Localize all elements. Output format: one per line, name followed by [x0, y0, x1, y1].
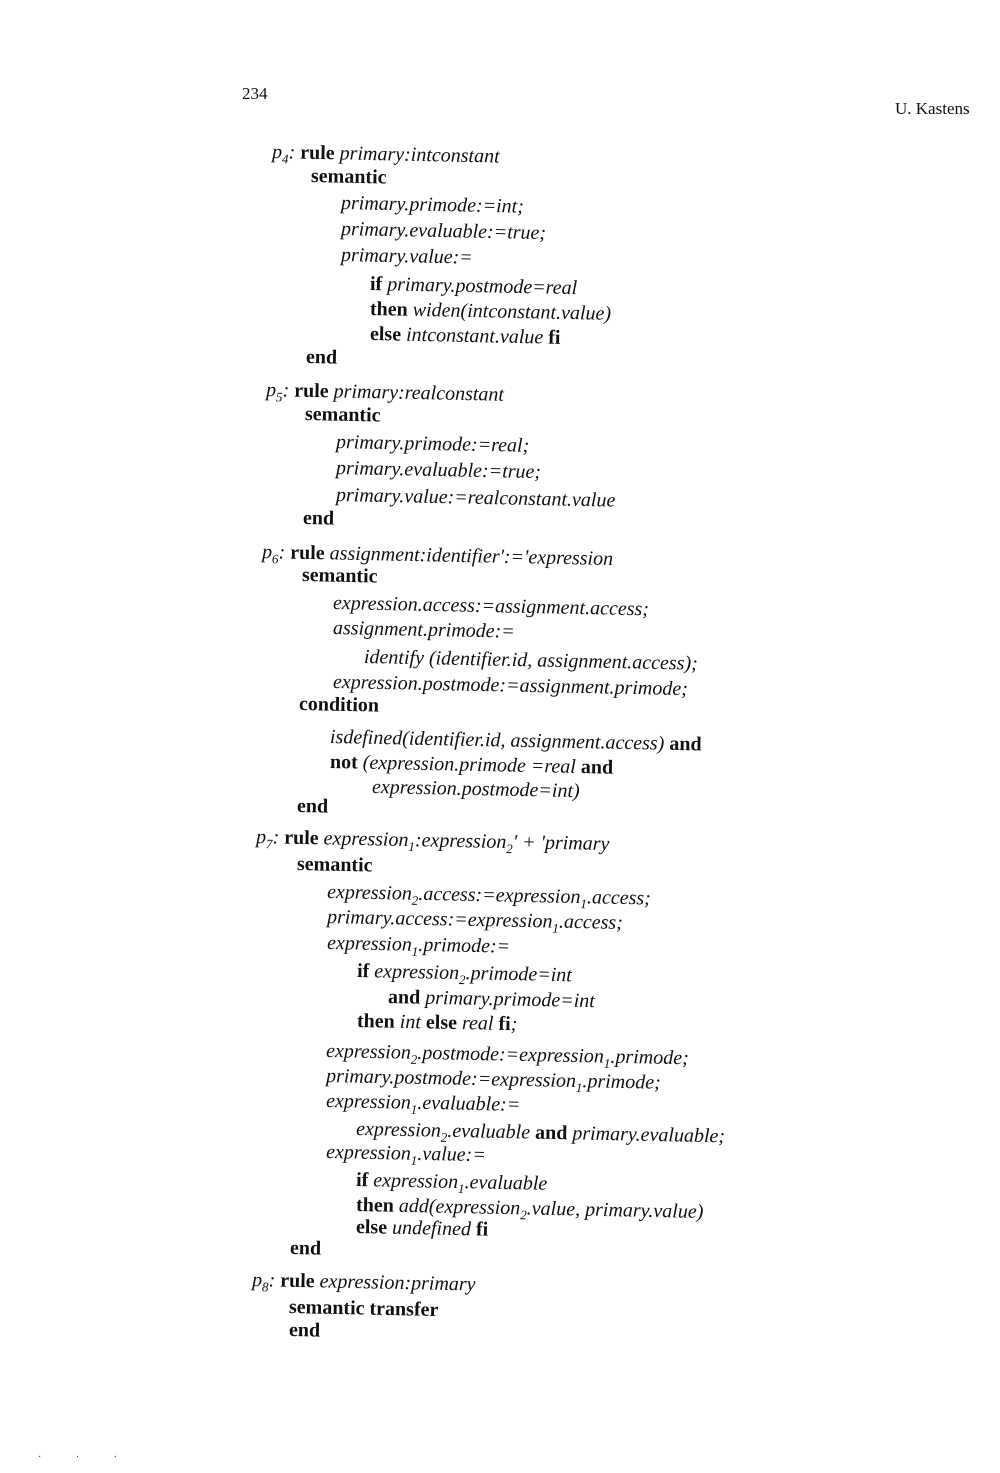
subscript: 1 [410, 1152, 418, 1168]
subscript: 7 [265, 836, 273, 852]
keyword: then [356, 1010, 401, 1033]
keyword: rule [284, 826, 324, 850]
rule-body-line [302, 563, 378, 589]
code-text: expression [325, 1090, 412, 1114]
code-text: add(expression [398, 1194, 521, 1220]
code-text: .evaluable:= [417, 1091, 521, 1116]
subscript: 1 [603, 1055, 611, 1071]
code-text: expression [355, 1118, 442, 1142]
keyword: semantic [310, 165, 387, 189]
code-text: expression [326, 881, 413, 905]
code-text: expression [373, 1169, 459, 1194]
code-text: primary.primode=int [425, 986, 596, 1013]
rule-body-line [370, 272, 578, 300]
code-text: assignment.primode:= [332, 617, 516, 643]
code-text: .primode; [610, 1045, 689, 1070]
code-text: p [251, 1269, 263, 1292]
rule-body-line [372, 775, 580, 803]
code-text: ; [510, 1013, 518, 1036]
code-text: widen(intconstant.value) [412, 298, 612, 325]
rule-header-line [266, 378, 505, 414]
keyword: if [356, 960, 375, 983]
code-text: primary.access:=expression [326, 906, 553, 933]
rule-body-line [341, 243, 473, 270]
code-text: .value:= [417, 1142, 487, 1167]
rule-body-line [299, 692, 379, 718]
rule-body-line [357, 1009, 518, 1036]
keyword: rule [294, 379, 334, 403]
code-text: identify (identifier.id, assignment.access); [363, 646, 698, 675]
subscript: 8 [261, 1279, 269, 1295]
rule-body-line [388, 985, 595, 1013]
keyword: end [288, 1319, 321, 1342]
keyword: end [302, 507, 335, 530]
code-text: .access; [586, 886, 652, 910]
code-text: primary.postmode=real [386, 273, 578, 300]
code-text: : [282, 379, 295, 402]
code-text: primary.primode:=int; [340, 192, 525, 218]
subscript: 1 [580, 896, 587, 912]
code-text: :expression [414, 829, 507, 854]
rule-body-line [289, 1318, 321, 1343]
code-text: undefined [391, 1216, 477, 1241]
keyword: and [669, 732, 702, 756]
code-text: .evaluable [464, 1171, 548, 1195]
subscript: 6 [271, 551, 279, 567]
keyword: not [329, 751, 364, 774]
subscript: 1 [575, 1080, 583, 1096]
code-text: .value, primary.value) [526, 1197, 704, 1223]
code-text: primary.value:=realconstant.value [335, 484, 616, 512]
rule-body-line [290, 1236, 322, 1261]
keyword: rule [290, 541, 330, 565]
code-text: intconstant.value [405, 323, 549, 349]
rule-body-line [336, 456, 542, 484]
subscript: 2 [410, 1051, 418, 1067]
keyword: and [387, 986, 426, 1009]
code-text: expression:primary [319, 1270, 476, 1296]
keyword: end [296, 795, 329, 818]
code-text: : [278, 541, 291, 564]
code-text: .postmode:=expression [417, 1041, 605, 1068]
keyword: semantic [296, 853, 373, 877]
code-text: isdefined(identifier.id, assignment.access) [329, 726, 670, 755]
code-text: primary.evaluable:=true; [340, 218, 547, 245]
keyword: else [369, 323, 407, 346]
code-text: : [268, 1269, 281, 1292]
keyword: then [355, 1194, 400, 1217]
keyword: if [369, 273, 388, 296]
subscript: 1 [410, 1101, 418, 1117]
subscript: 2 [520, 1207, 527, 1223]
code-text: .access:=expression [418, 882, 581, 909]
running-head: U. Kastens [895, 99, 970, 118]
code-text: .primode:= [418, 933, 511, 958]
keyword: semantic transfer [288, 1296, 439, 1321]
code-text: p [271, 141, 283, 164]
subscript: 1 [552, 920, 560, 936]
code-text: expression.postmode:=assignment.primode; [332, 671, 689, 701]
code-text: expression [325, 1141, 412, 1165]
rule-body-line [305, 402, 381, 428]
code-text: .primode=int [465, 962, 573, 987]
rule-body-line [370, 297, 612, 326]
keyword: else [355, 1216, 393, 1239]
rule-body-line [336, 430, 530, 458]
code-text: p [255, 826, 267, 849]
code-text: (expression.primode =real [362, 751, 582, 779]
code-text: expression [325, 1040, 412, 1064]
subscript: 1 [411, 943, 419, 959]
keyword: rule [300, 141, 340, 165]
code-text: .access; [558, 910, 624, 934]
keyword: fi [475, 1218, 489, 1241]
code-text: primary.value:= [340, 244, 474, 269]
code-text: : [288, 141, 301, 164]
rule-body-line [356, 1215, 489, 1242]
keyword: semantic [301, 564, 378, 588]
rule-body-line [333, 616, 515, 644]
code-text: primary.primode:=real; [335, 431, 530, 457]
subscript: 1 [408, 839, 415, 855]
code-text: primary.evaluable:=true; [335, 457, 542, 484]
subscript: 5 [275, 389, 283, 405]
code-text: primary:realconstant [333, 380, 505, 406]
rule-body-line [297, 852, 373, 878]
keyword: rule [280, 1269, 320, 1293]
code-text: p [261, 541, 273, 564]
rule-body-line [297, 794, 329, 819]
code-text: expression [326, 932, 413, 956]
keyword: fi [498, 1012, 511, 1036]
code-text: expression.access:=assignment.access; [332, 592, 650, 621]
code-text: primary:intconstant [339, 142, 500, 168]
rule-body-line [370, 322, 561, 350]
code-text: p [265, 379, 277, 402]
code-text: ' + 'primary [512, 831, 610, 856]
subscript: 4 [281, 151, 289, 167]
code-text: real [461, 1012, 499, 1035]
keyword: else [425, 1011, 463, 1035]
keyword: semantic [304, 403, 381, 427]
rule-body-line [341, 217, 547, 245]
keyword: and [534, 1121, 573, 1145]
footer-marks: · · · [38, 1452, 133, 1463]
subscript: 2 [506, 841, 513, 857]
code-text: expression.postmode=int) [371, 776, 580, 803]
code-text: expression [374, 960, 460, 985]
keyword: end [305, 346, 338, 369]
code-text: int [399, 1010, 427, 1034]
code-text: .evaluable [447, 1119, 536, 1144]
keyword: then [369, 298, 414, 321]
rule-body-line [306, 345, 338, 370]
keyword: condition [298, 693, 380, 717]
rule-body-line [336, 483, 616, 513]
keyword: and [580, 756, 614, 779]
subscript: 1 [457, 1181, 465, 1197]
code-text: assignment:identifier':='expression [329, 542, 614, 571]
rule-body-line [333, 670, 688, 701]
code-text: expression [323, 827, 409, 852]
keyword: if [355, 1169, 374, 1192]
code-text: primary.postmode:=expression [325, 1065, 577, 1093]
page-number: 234 [242, 84, 268, 103]
keyword: fi [548, 326, 561, 349]
subscript: 2 [411, 892, 419, 908]
rule-body-line [311, 164, 387, 190]
code-text: : [272, 826, 285, 849]
subscript: 2 [458, 972, 466, 988]
subscript: 2 [440, 1129, 448, 1145]
rule-body-line [303, 506, 335, 531]
keyword: end [289, 1237, 322, 1260]
rule-body-line [341, 191, 524, 219]
code-text: primary.evaluable; [572, 1122, 726, 1148]
code-text: .primode; [582, 1070, 662, 1094]
